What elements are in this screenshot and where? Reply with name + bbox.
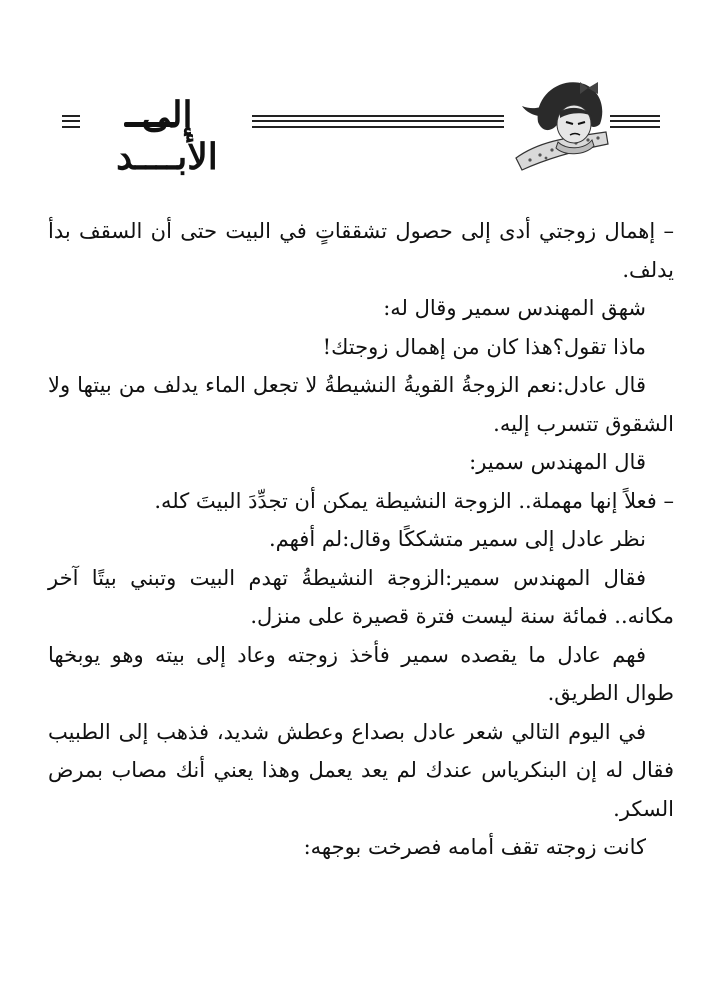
- paragraph-1: – إهمال زوجتي أدى إلى حصول تشققاتٍ في البيت حتى أن السقف بدأ يدلف.: [48, 219, 674, 282]
- paragraph-3: ماذا تقول؟هذا كان من إهمال زوجتك!: [322, 334, 646, 359]
- paragraph-5: قال المهندس سمير:: [469, 450, 646, 474]
- decorative-rule-left: [62, 115, 80, 128]
- paragraph-6: – فعلاً إنها مهملة.. الزوجة النشيطة يمكن أن تجدِّدَ البيتَ كله.: [154, 488, 674, 513]
- chapter-title: إلى الأبــــد: [116, 94, 218, 178]
- paragraph-4: قال عادل:نعم الزوجةُ القويةُ النشيطةُ لا تجعل الماء يدلف من بيتها ولا الشقوق تتسرب إليه.: [48, 373, 674, 436]
- decorative-rule-middle: [252, 115, 504, 128]
- decorative-rule-right: [610, 115, 660, 128]
- paragraph-9: فهم عادل ما يقصده سمير فأخذ زوجته وعاد إلى بيته وهو يوبخها طوال الطريق.: [48, 642, 674, 705]
- girl-scarf-illustration: [508, 72, 612, 172]
- paragraph-8: فقال المهندس سمير:الزوجة النشيطةُ تهدم البيت وتبني بيتًا آخر مكانه.. فمائة سنة ليست فترة قصيرة على منزل.: [48, 565, 674, 628]
- paragraph-7: نظر عادل إلى سمير متشككًا وقال:لم أفهم.: [268, 527, 646, 551]
- page-header: [0, 60, 720, 178]
- paragraph-2: شهق المهندس سمير وقال له:: [383, 296, 646, 320]
- paragraph-10: في اليوم التالي شعر عادل بصداع وعطش شديد، فذهب إلى الطبيب فقال له إن البنكرياس عندك لم يعد يعمل وهذا يعني أنك مصاب بمرض السكر.: [48, 719, 674, 821]
- paragraph-11: كانت زوجته تقف أمامه فصرخت بوجهه:: [303, 835, 646, 859]
- story-body: [48, 212, 674, 867]
